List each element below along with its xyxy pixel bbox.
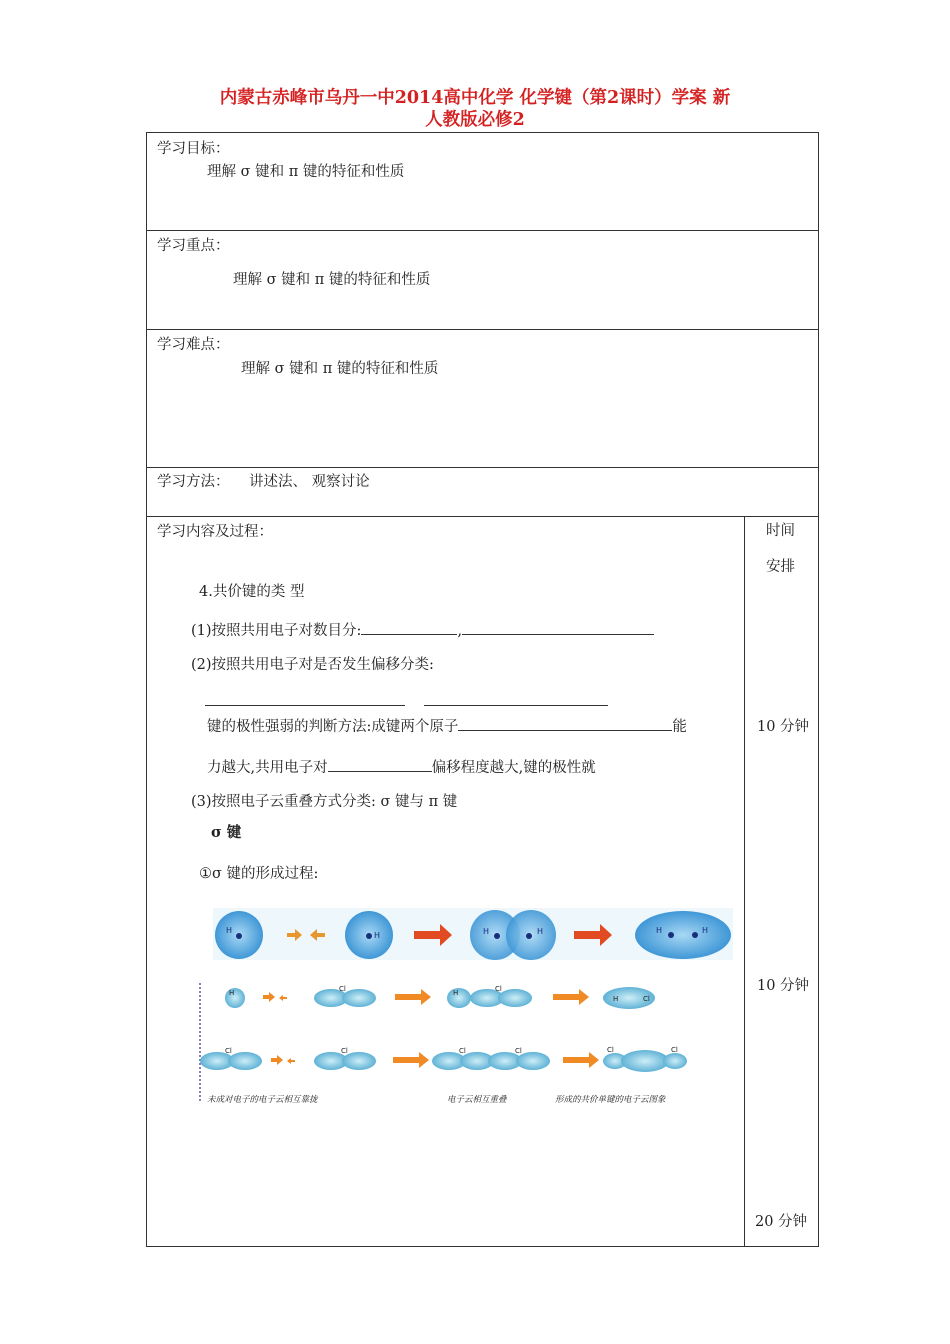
item-1-blank-a[interactable] xyxy=(361,620,457,635)
h2-formation-figure xyxy=(213,908,733,960)
item-1-text: (1)按照共用电子对数目分: xyxy=(191,623,362,639)
sigma-formation-text: ①σ 键的形成过程: xyxy=(199,866,319,882)
row2-cl-label-1: Cl xyxy=(225,1047,232,1055)
objectives-text: 理解 σ 键和 π 键的特征和性质 xyxy=(207,164,405,180)
h-atom-label-1: H xyxy=(226,926,233,935)
time-header-2: 安排 xyxy=(766,559,795,575)
h-atom-label-6: H xyxy=(702,926,709,935)
row1-h-label: H xyxy=(229,989,235,997)
item-3-text: (3)按照电子云重叠方式分类: σ 键与 π 键 xyxy=(191,794,458,810)
h-atom-label-4: H xyxy=(537,927,544,936)
time-slot-1: 10 分钟 xyxy=(757,719,810,735)
time-header-1: 时间 xyxy=(766,523,795,539)
difficulties-cell xyxy=(146,329,819,468)
row1-h-label-3: H xyxy=(613,995,619,1003)
h-atom-label-3: H xyxy=(483,927,490,936)
item-2-blank-a[interactable] xyxy=(205,691,405,706)
hcl-cl2-formation-figure xyxy=(197,979,737,1109)
figure-caption-3: 形成的共价单键的电子云图象 xyxy=(555,1095,666,1105)
item-1-blank-b[interactable] xyxy=(462,620,654,635)
sigma-heading: σ 键 xyxy=(211,824,242,841)
method-text: 讲述法、 观察讨论 xyxy=(249,474,370,490)
row1-h-label-2: H xyxy=(453,989,459,997)
row1-cl-label-3: Cl xyxy=(643,995,650,1003)
polarity-line-a-end: 能 xyxy=(672,719,687,735)
time-column-divider xyxy=(744,517,745,1247)
polarity-line-a xyxy=(207,716,687,736)
polarity-line-b-end: 偏移程度越大,键的极性就 xyxy=(431,760,596,776)
time-slot-3: 20 分钟 xyxy=(755,1214,808,1230)
polarity-line-b xyxy=(207,757,596,777)
objectives-cell xyxy=(146,132,819,231)
item-1-separator: , xyxy=(457,623,463,639)
row2-cl-label-5: Cl xyxy=(607,1046,614,1054)
difficulties-label: 学习难点： xyxy=(157,337,230,353)
polarity-blank-b[interactable] xyxy=(328,757,432,772)
item-2-blank-b[interactable] xyxy=(424,691,608,706)
key-points-label: 学习重点： xyxy=(157,238,230,254)
row2-cl-label-2: Cl xyxy=(341,1047,348,1055)
time-slot-2: 10 分钟 xyxy=(757,978,810,994)
section-title: 4.共价键的类 型 xyxy=(199,584,305,600)
row2-cl-label-4: Cl xyxy=(515,1047,522,1055)
key-points-cell xyxy=(146,230,819,330)
h-atom-label-5: H xyxy=(656,926,663,935)
row2-cl-label-6: Cl xyxy=(671,1046,678,1054)
h-atom-label-2: H xyxy=(374,931,381,940)
item-1-line xyxy=(191,620,654,640)
polarity-blank-a[interactable] xyxy=(458,716,672,731)
row1-cl-label: Cl xyxy=(339,985,346,993)
item-2-text: (2)按照共用电子对是否发生偏移分类: xyxy=(191,657,434,673)
objectives-label: 学习目标： xyxy=(157,141,230,157)
row1-cl-label-2: Cl xyxy=(495,985,502,993)
figure-caption-2: 电子云相互重叠 xyxy=(447,1095,507,1105)
figure-caption-1: 未成对电子的电子云相互靠拢 xyxy=(207,1095,318,1105)
document-title-line-2: 人教版必修2 xyxy=(425,110,525,130)
difficulties-text: 理解 σ 键和 π 键的特征和性质 xyxy=(241,361,439,377)
content-label: 学习内容及过程： xyxy=(157,524,273,540)
key-points-text: 理解 σ 键和 π 键的特征和性质 xyxy=(233,272,431,288)
document-title-line-1: 内蒙古赤峰市乌丹一中2014高中化学 化学键（第2课时）学案 新 xyxy=(219,88,731,108)
polarity-line-b-start: 力越大,共用电子对 xyxy=(207,760,328,776)
method-cell xyxy=(146,467,819,517)
content-cell xyxy=(146,516,819,1247)
row2-cl-label-3: Cl xyxy=(459,1047,466,1055)
method-label: 学习方法： xyxy=(157,474,230,490)
polarity-line-a-text: 键的极性强弱的判断方法:成键两个原子 xyxy=(207,719,459,735)
